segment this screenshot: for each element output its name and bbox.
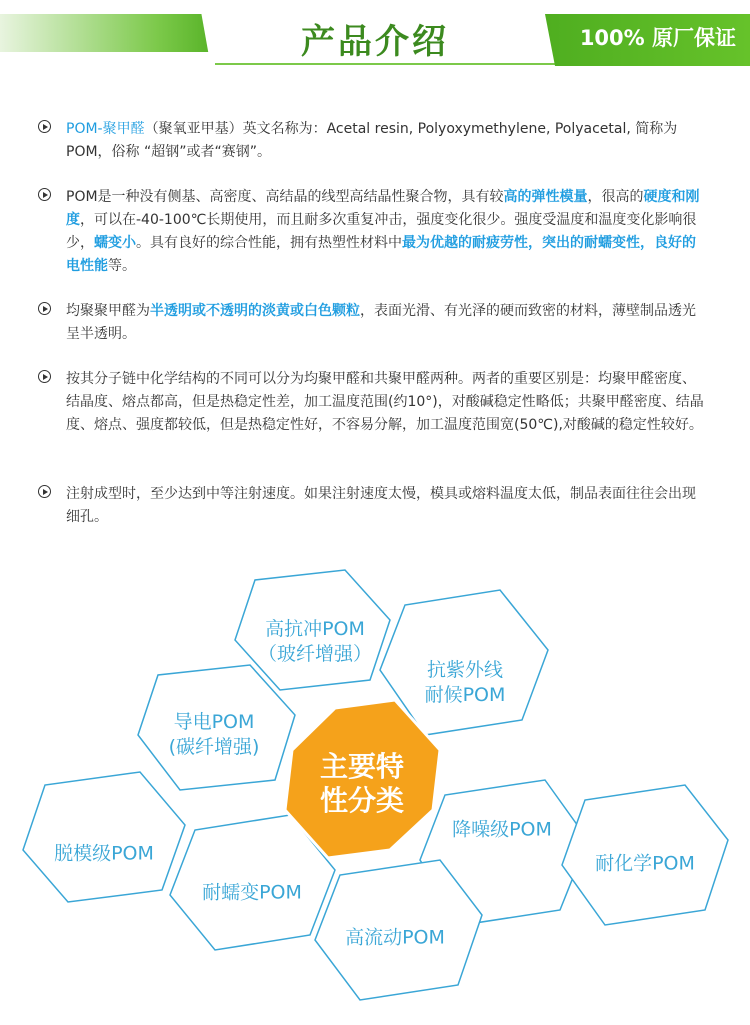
highlight-segment: 蠕变小 xyxy=(94,235,136,251)
highlight-segment: 半透明或不透明的淡黄或白色颗粒 xyxy=(150,303,360,319)
play-bullet-icon xyxy=(38,485,51,498)
play-bullet-icon xyxy=(38,188,51,201)
paragraph-text xyxy=(66,368,708,437)
paragraph-3 xyxy=(38,300,708,346)
label-flow: 高流动POM xyxy=(345,926,445,949)
paragraph-text xyxy=(66,300,708,346)
paragraph-segment: 均聚聚甲醛为 xyxy=(66,303,150,319)
label-chemical: 耐化学POM xyxy=(595,852,695,875)
quality-badge: 100% 原厂保证 xyxy=(579,26,736,50)
paragraph-segment: 等。 xyxy=(108,258,136,274)
paragraph-segment: （聚氧亚甲基）英文名称为：Acetal resin, Polyoxymethylene, Polyacetal, 简称为POM，俗称 “超钢”或者“赛钢”。 xyxy=(66,121,678,160)
label-uv: 抗紫外线 耐候POM xyxy=(424,659,506,706)
label-noise: 降噪级POM xyxy=(452,818,552,841)
paragraph-segment: ，可以在-40-100℃长期使用，而且耐多次重复冲击，强度变化很少。强度受温度和温度变化影响很少， xyxy=(66,212,697,251)
paragraph-4 xyxy=(38,368,708,437)
hexagon-release xyxy=(23,772,185,902)
paragraph-5 xyxy=(38,483,708,529)
paragraph-text xyxy=(66,118,708,164)
highlight-segment: 高的弹性模量 xyxy=(503,189,588,205)
paragraph-text xyxy=(66,186,708,278)
play-bullet-icon xyxy=(38,120,51,133)
label-release: 脱模级POM xyxy=(54,842,154,865)
label-conductive: 导电POM (碳纤增强) xyxy=(168,711,260,758)
paragraph-2 xyxy=(38,186,708,278)
highlight-segment: POM-聚甲醛 xyxy=(66,121,145,137)
highlight-segment: 最为优越的耐疲劳性，突出的耐蠕变性，良好的电性能 xyxy=(66,235,696,274)
label-creep: 耐蠕变POM xyxy=(202,881,302,904)
header-banner xyxy=(0,0,750,80)
paragraph-segment: 注射成型时，至少达到中等注射速度。如果注射速度太慢，模具或熔料温度太低，制品表面往往会出现细孔。 xyxy=(66,486,696,525)
paragraph-segment: ，很高的 xyxy=(587,189,644,205)
paragraph-segment: POM是一种没有侧基、高密度、高结晶的线型高结晶性聚合物，具有较 xyxy=(66,189,504,205)
feature-hexagon-diagram xyxy=(0,560,750,1021)
highlight-segment: 硬度和刚度 xyxy=(66,189,700,228)
play-bullet-icon xyxy=(38,370,51,383)
center-label: 主要特 性分类 xyxy=(319,750,405,817)
paragraph-segment: 。具有良好的综合性能，拥有热塑性材料中 xyxy=(136,235,402,251)
paragraph-segment: 按其分子链中化学结构的不同可以分为均聚甲醛和共聚甲醛两种。两者的重要区别是：均聚甲醛密度、 结晶度、熔点都高，但是热稳定性差，加工温度范围(约10°)，对酸碱稳定性略低；共聚甲醛密度、结晶度、熔点、强度都较低，但是热稳定性好，不容易分解，加工温度范围宽(50℃),对酸碱的稳定性较好。 xyxy=(66,371,704,433)
paragraph-text xyxy=(66,483,708,529)
paragraph-1 xyxy=(38,118,708,164)
play-bullet-icon xyxy=(38,302,51,315)
page-title: 产品介绍 xyxy=(301,22,449,62)
paragraph-segment: ，表面光滑、有光泽的硬而致密的材料，薄壁制品透光呈半透明。 xyxy=(66,303,696,342)
label-high-impact: 高抗冲POM （玻纤增强） xyxy=(257,618,373,665)
